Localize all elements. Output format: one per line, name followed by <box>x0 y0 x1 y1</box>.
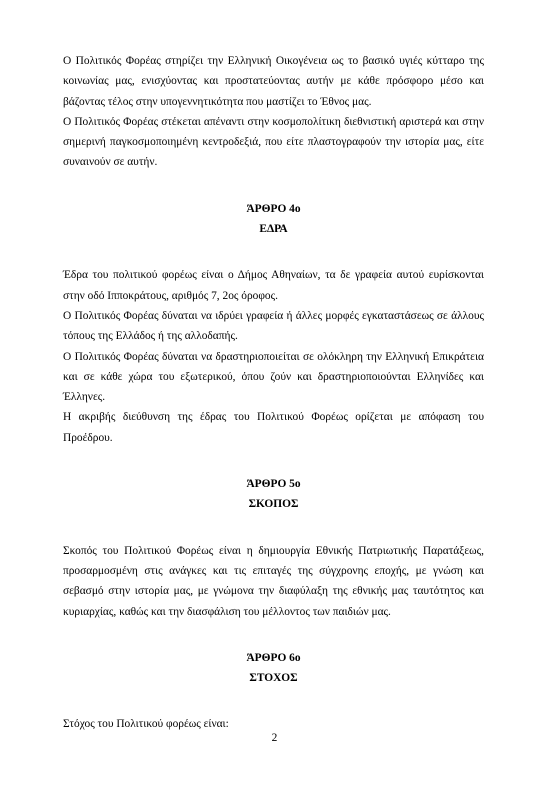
article-4-paragraph-seat: Έδρα του πολιτικού φορέως είναι ο Δήμος Αθηναίων, τα δε γραφεία αυτού ευρίσκονται στην οδό Ιπποκράτους, αριθμός 7, 2ος όροφος. <box>63 269 484 302</box>
article-5-number: ΆΡΘΡΟ 5ο <box>246 478 301 491</box>
article-6-title: ΣΤΟΧΟΣ <box>249 672 298 685</box>
article-4-paragraph-address: Η ακριβής διεύθυνση της έδρας του Πολιτικού Φορέως ορίζεται με απόφαση του Προέδρου. <box>63 411 484 444</box>
article-6-paragraph-goal: Στόχος του Πολιτικού φορέως είναι: <box>63 718 229 731</box>
intro-paragraph-family: Ο Πολιτικός Φορέας στηρίζει την Ελληνική Οικογένεια ως το βασικό υγιές κύτταρο της κοινωνίας μας, ενισχύοντας και προστατεύοντας αυτήν με κάθε πρόσφορο μέσο και βάζοντας τέλος στην υπογεννητικότητα που μαστίζει το Έθνος μας. <box>63 55 484 108</box>
article-4-paragraph-offices: Ο Πολιτικός Φορέας δύναται να ιδρύει γραφεία ή άλλες μορφές εγκαταστάσεως σε άλλους τόπους της Ελλάδος ή της αλλοδαπής. <box>63 309 484 343</box>
article-5-paragraph-purpose: Σκοπός του Πολιτικού Φορέως είναι η δημιουργία Εθνικής Πατριωτικής Παρατάξεως, προσαρμοσμένη στις ανάγκες και τις επιταγές της σύγχρονης εποχής, με γνώση και σεβασμό στην ιστορία μας, με γνώμονα την διαφύλαξη της εθνικής μας ταυτότητος και κυριαρχίας, καθώς και την διασφάλιση του μέλλοντος των παιδιών μας. <box>63 544 484 618</box>
page-number: 2 <box>271 732 278 744</box>
article-4-paragraph-activity: Ο Πολιτικός Φορέας δύναται να δραστηριοποιείται σε ολόκληρη την Ελληνική Επικράτεια και σε κάθε χώρα του εξωτερικού, όπου ζούν και δραστηριοποιούνται Ελληνίδες και Έλληνες. <box>63 350 484 404</box>
article-4-number: ΆΡΘΡΟ 4ο <box>246 202 301 215</box>
document-body <box>63 51 484 735</box>
intro-paragraph-opposition: Ο Πολιτικός Φορέας στέκεται απέναντι στην κοσμοπολίτικη διεθνιστική αριστερά και στην σημερινή παγκοσμοποιημένη κεντροδεξιά, που είτε πλαστογραφούν την ιστορία μας, είτε συναινούν σε αυτήν. <box>63 115 484 169</box>
article-5-body <box>63 541 484 622</box>
article-4-title: ΕΔΡΑ <box>259 223 288 236</box>
article-6-number: ΆΡΘΡΟ 6ο <box>246 651 301 664</box>
article-5-title: ΣΚΟΠΟΣ <box>248 498 299 511</box>
article-4-body <box>63 265 484 448</box>
